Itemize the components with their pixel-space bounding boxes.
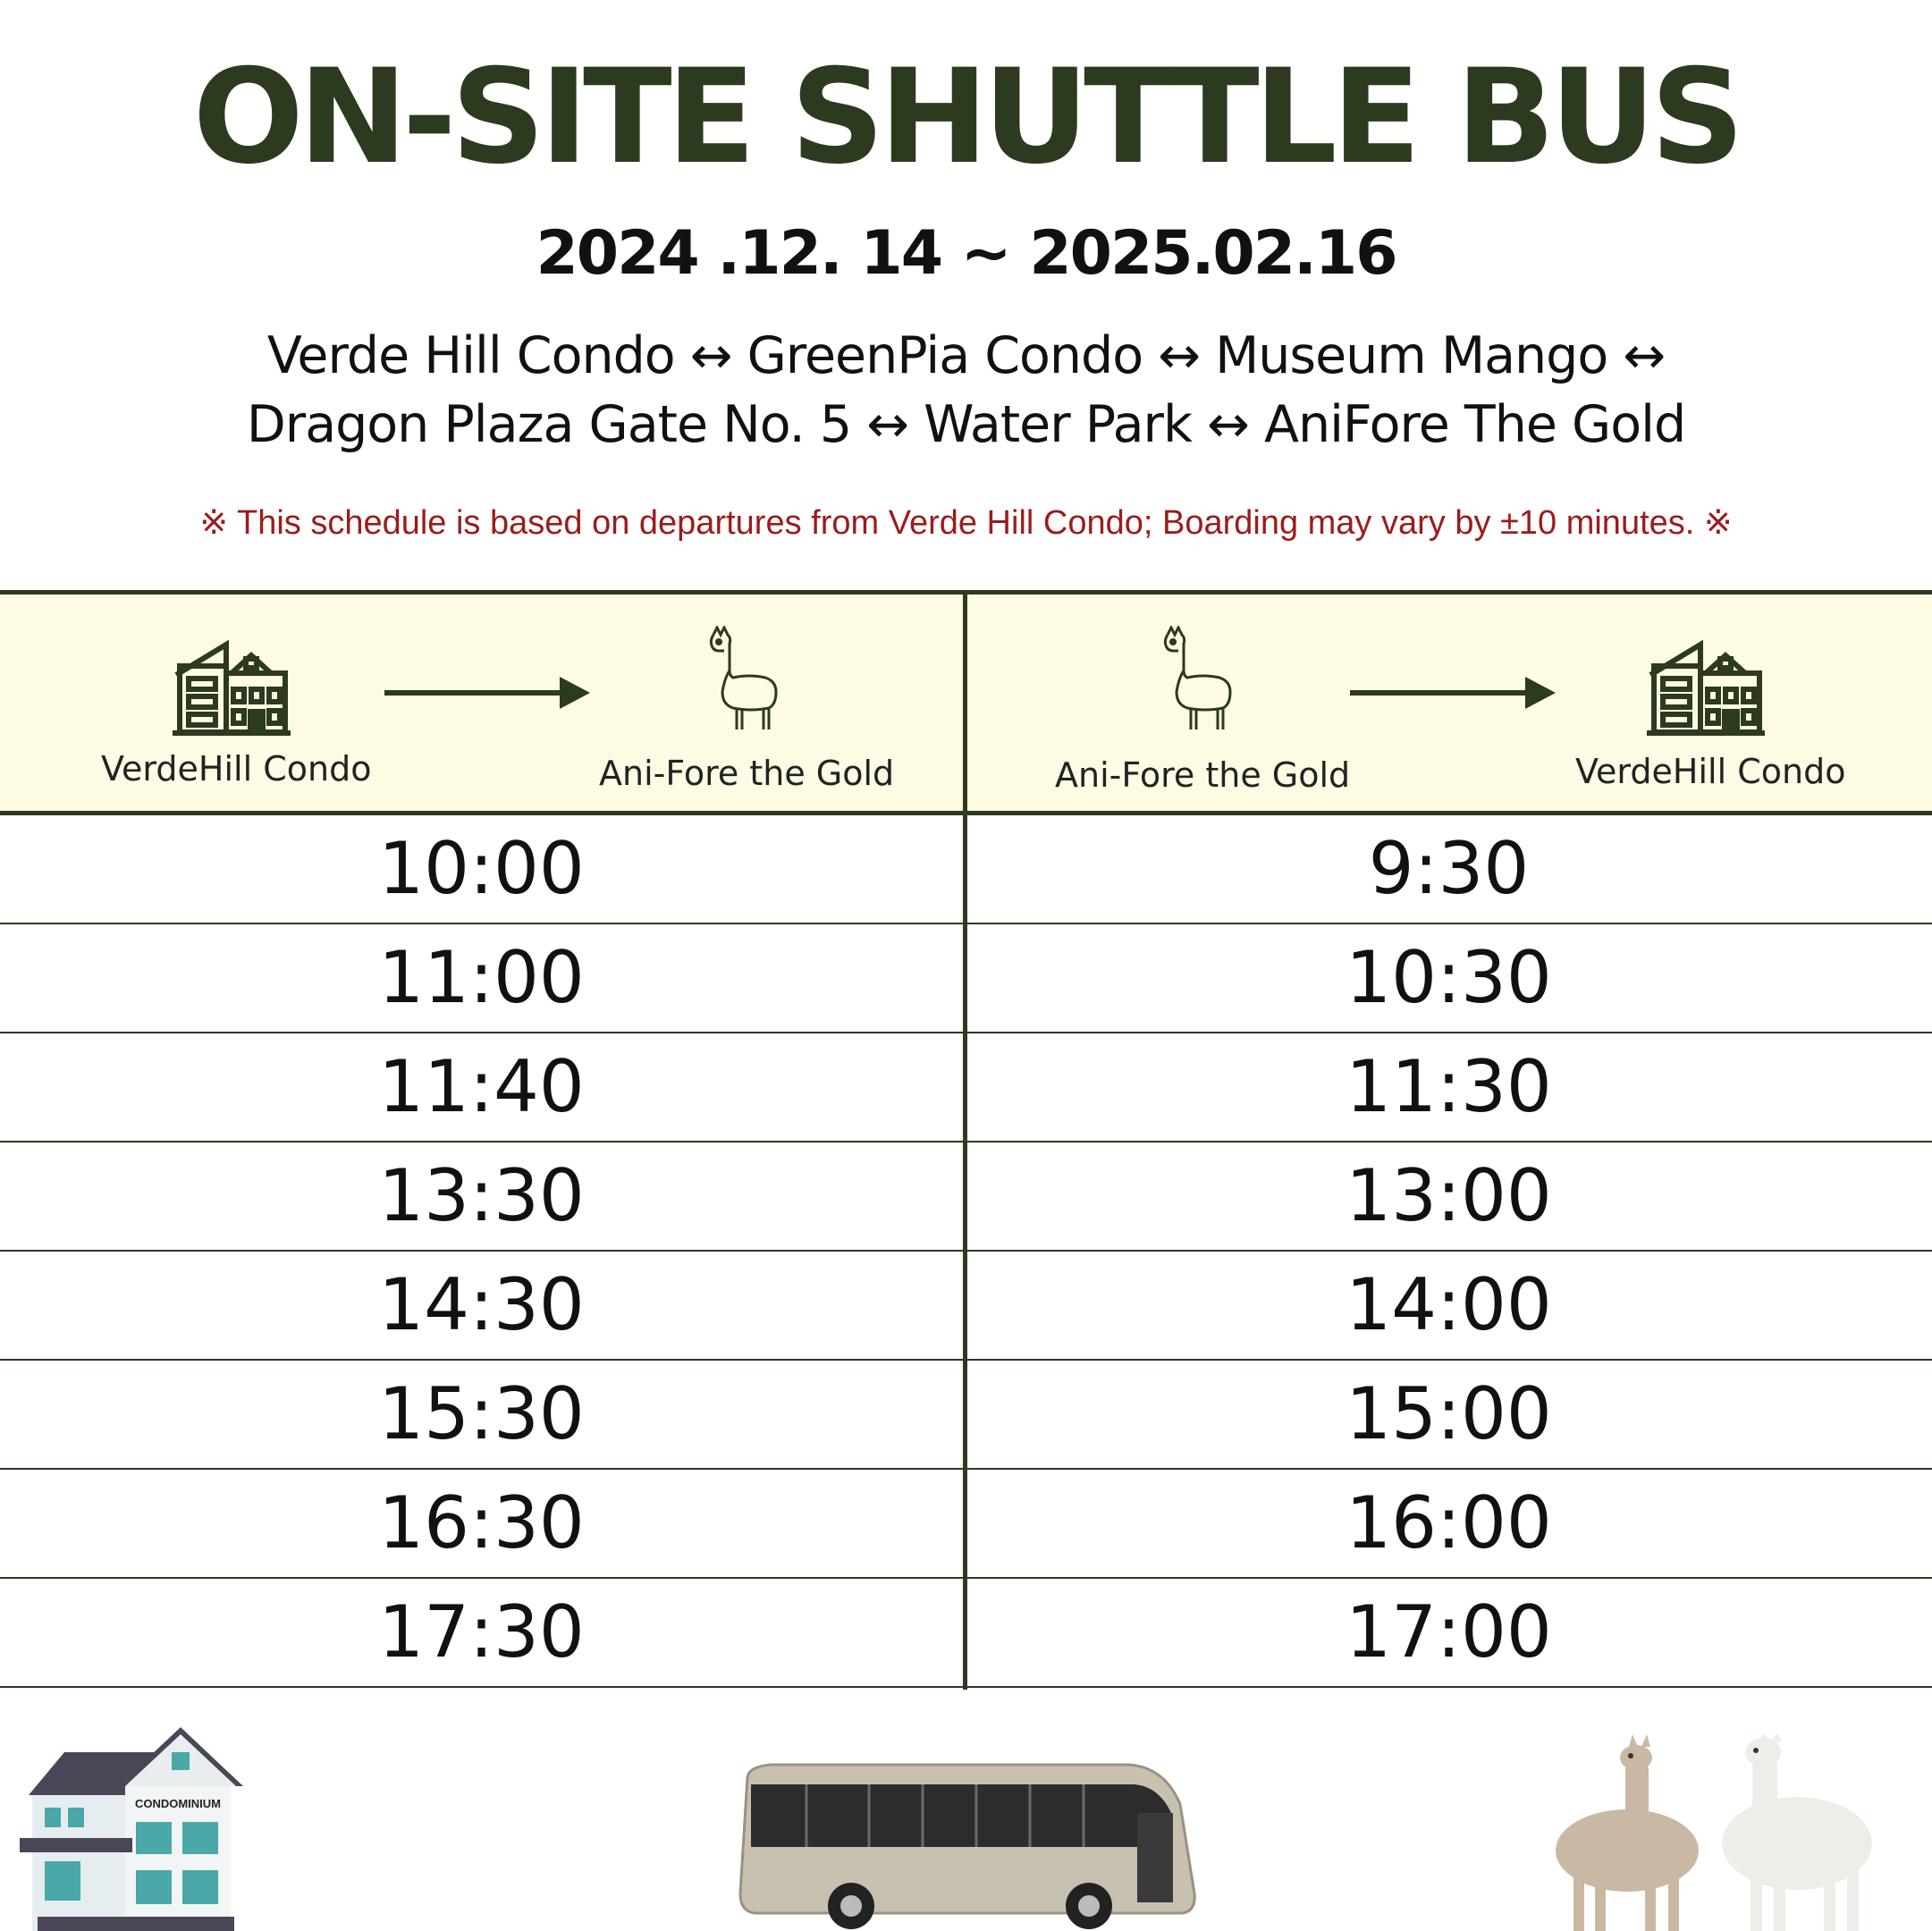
departure-time-outbound: 13:30 [378, 1154, 585, 1237]
header-outbound [0, 594, 963, 815]
departure-time-return: 11:30 [1346, 1045, 1552, 1128]
header-return [967, 594, 1930, 815]
departure-time-return: 14:00 [1346, 1263, 1552, 1346]
schedule-table [0, 590, 1932, 1690]
departure-time-return: 16:00 [1346, 1481, 1552, 1564]
departure-time-outbound: 14:30 [378, 1263, 585, 1346]
header-to-label: Ani-Fore the Gold [599, 754, 895, 793]
header-from-label: Ani-Fore the Gold [1055, 755, 1351, 795]
departure-time-outbound: 17:30 [378, 1590, 585, 1674]
departure-time-return: 10:30 [1346, 936, 1552, 1019]
arrow-right-icon [384, 675, 590, 711]
building-icon [173, 639, 291, 736]
building-icon [1647, 639, 1765, 736]
departure-time-outbound: 11:40 [378, 1045, 585, 1128]
column-divider [963, 590, 967, 1690]
route-line-1: Verde Hill Condo ↔ GreenPia Condo ↔ Museum Mango ↔ [266, 326, 1666, 385]
alpaca-icon [1160, 626, 1234, 733]
alpacas-icon [1556, 1734, 1877, 1931]
arrow-right-icon [1350, 675, 1556, 711]
departure-time-return: 17:00 [1346, 1590, 1552, 1674]
alpaca-icon [706, 626, 780, 733]
header-to-label: VerdeHill Condo [1575, 752, 1846, 791]
route-line-2: Dragon Plaza Gate No. 5 ↔ Water Park ↔ AniFore The Gold [246, 395, 1686, 454]
condo-sign: CONDOMINIUM [134, 1797, 222, 1810]
departure-time-outbound: 15:30 [378, 1372, 585, 1455]
departure-time-return: 13:00 [1346, 1154, 1552, 1237]
departure-time-outbound: 11:00 [378, 936, 585, 1019]
date-range: 2024 .12. 14 ~ 2025.02.16 [536, 218, 1396, 289]
header-from-label: VerdeHill Condo [101, 749, 372, 788]
departure-time-outbound: 16:30 [378, 1481, 585, 1564]
departure-time-outbound: 10:00 [378, 827, 585, 910]
condominium-building-icon [20, 1725, 243, 1931]
page-title: ON-SITE SHUTTLE BUS [192, 41, 1740, 193]
schedule-notice: ※ This schedule is based on departures from Verde Hill Condo; Boarding may vary by ±10 minutes. ※ [199, 504, 1733, 542]
bus-icon [735, 1759, 1200, 1931]
departure-time-return: 9:30 [1368, 827, 1530, 910]
departure-time-return: 15:00 [1346, 1372, 1552, 1455]
